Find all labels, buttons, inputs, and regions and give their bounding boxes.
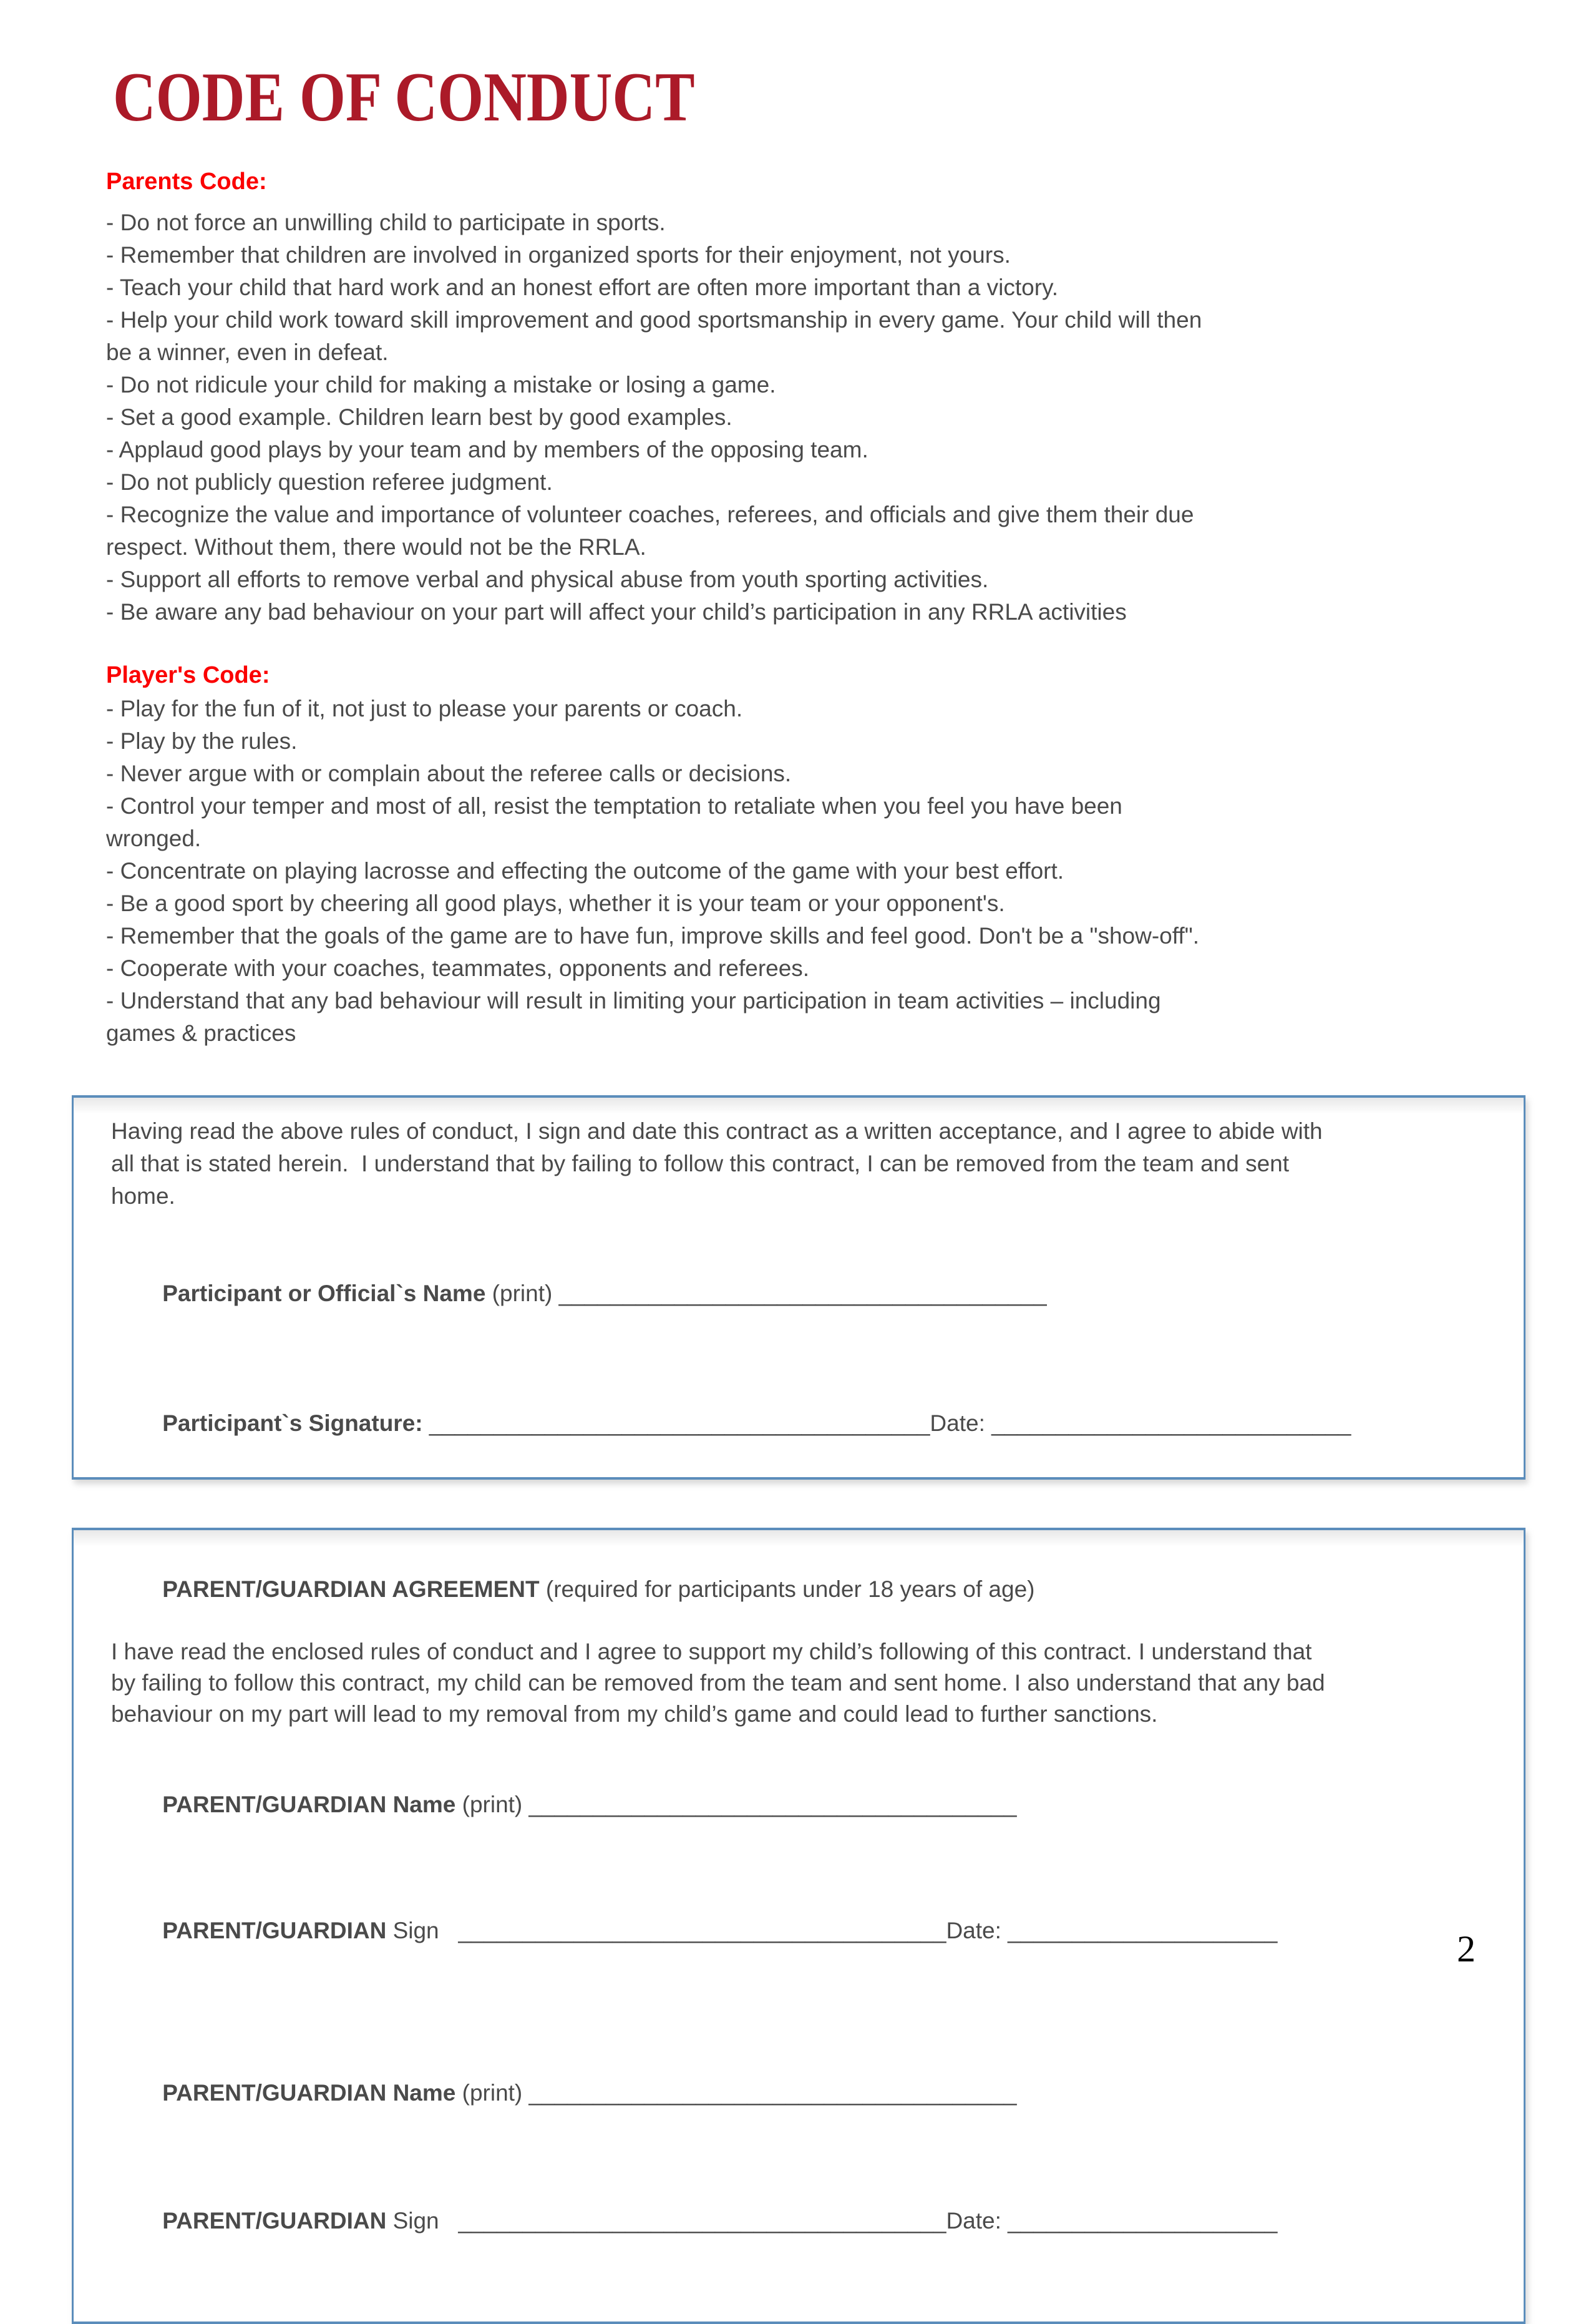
- text-line: behaviour on my part will lead to my removal from my child’s game and could lead to further sanctions.: [111, 1701, 1158, 1727]
- text-line: - Concentrate on playing lacrosse and effecting the outcome of the game with your best effort.: [106, 858, 1064, 884]
- text-line: - Remember that the goals of the game are to have fun, improve skills and feel good. Don't be a "show-off".: [106, 923, 1200, 949]
- text-line: respect. Without them, there would not be the RRLA.: [106, 534, 646, 560]
- guardian2-sign-word: Sign: [386, 2208, 459, 2234]
- text-line: - Be aware any bad behaviour on your part will affect your child’s participation in any RRLA activities: [106, 599, 1127, 625]
- guardian1-sign-line: [111, 1884, 1486, 1978]
- guardian2-date-label: Date:: [946, 2208, 1008, 2234]
- guardian2-name-label: PARENT/GUARDIAN Name: [162, 2080, 456, 2106]
- guardian2-sign-blank: ______________________________________: [458, 2208, 946, 2234]
- players-code-list: [106, 693, 1491, 1050]
- text-line: - Control your temper and most of all, resist the temptation to retaliate when you feel you have been: [106, 793, 1122, 819]
- text-line: - Never argue with or complain about the referee calls or decisions.: [106, 761, 792, 786]
- text-line: - Cooperate with your coaches, teammates, opponents and referees.: [106, 955, 810, 981]
- guardian-agreement-subtitle: (required for participants under 18 years of age): [539, 1576, 1035, 1602]
- parents-code-heading: Parents Code:: [106, 168, 267, 195]
- text-line: be a winner, even in defeat.: [106, 339, 389, 365]
- guardian1-sign-word: Sign: [386, 1918, 459, 1943]
- text-line: Having read the above rules of conduct, I sign and date this contract as a written acceptance, and I agree to abide with: [111, 1118, 1323, 1144]
- participant-name-blank: ______________________________________: [558, 1281, 1047, 1306]
- guardian2-name-blank: ______________________________________: [528, 2080, 1017, 2106]
- guardian1-date-label: Date:: [946, 1918, 1008, 1943]
- participant-name-print-hint: (print): [485, 1281, 559, 1306]
- participant-signature-blank: _______________________________________: [429, 1410, 930, 1436]
- guardian2-sign-label: PARENT/GUARDIAN: [162, 2208, 387, 2234]
- page-title: CODE OF CONDUCT: [113, 59, 695, 136]
- text-line: - Understand that any bad behaviour will result in limiting your participation in team activities – including: [106, 988, 1161, 1013]
- participant-date-blank: ____________________________: [991, 1410, 1351, 1436]
- text-line: - Teach your child that hard work and an honest effort are often more important than a victory.: [106, 275, 1059, 300]
- text-line: - Set a good example. Children learn best by good examples.: [106, 404, 732, 430]
- text-line: - Be a good sport by cheering all good plays, whether it is your team or your opponent's.: [106, 891, 1005, 916]
- text-line: - Support all efforts to remove verbal and physical abuse from youth sporting activities.: [106, 567, 989, 592]
- parents-code-list: [106, 207, 1491, 628]
- text-line: - Applaud good plays by your team and by members of the opposing team.: [106, 437, 868, 462]
- guardian1-name-label: PARENT/GUARDIAN Name: [162, 1792, 456, 1817]
- guardian2-date-blank: _____________________: [1008, 2208, 1278, 2234]
- guardian-agreement-title: PARENT/GUARDIAN AGREEMENT: [162, 1576, 540, 1602]
- guardian2-name-line: [111, 2046, 1486, 2140]
- text-line: all that is stated herein. I understand that by failing to follow this contract, I can be removed from the team and sent: [111, 1151, 1290, 1176]
- text-line: home.: [111, 1183, 175, 1209]
- participant-date-label: Date:: [930, 1410, 992, 1436]
- text-line: - Recognize the value and importance of volunteer coaches, referees, and officials and give them their due: [106, 502, 1194, 527]
- participant-agreement-paragraph: [111, 1115, 1486, 1213]
- players-code-heading: Player's Code:: [106, 662, 270, 688]
- guardian2-name-print-hint: (print): [455, 2080, 529, 2106]
- text-line: - Remember that children are involved in organized sports for their enjoyment, not yours.: [106, 242, 1011, 268]
- text-line: - Do not force an unwilling child to participate in sports.: [106, 210, 666, 235]
- text-line: by failing to follow this contract, my child can be removed from the team and sent home. I also understand that any bad: [111, 1670, 1325, 1696]
- text-line: wronged.: [106, 826, 202, 851]
- guardian2-sign-line: [111, 2174, 1486, 2268]
- guardian1-sign-label: PARENT/GUARDIAN: [162, 1918, 387, 1943]
- participant-name-label: Participant or Official`s Name: [162, 1281, 486, 1306]
- participant-signature-line: [111, 1375, 1486, 1472]
- text-line: - Do not publicly question referee judgment.: [106, 469, 553, 495]
- page-number: 2: [1457, 1928, 1476, 1970]
- text-line: - Help your child work toward skill improvement and good sportsmanship in every game. Your child will then: [106, 307, 1202, 333]
- participant-signature-label: Participant`s Signature:: [162, 1410, 423, 1436]
- guardian1-name-print-hint: (print): [455, 1792, 529, 1817]
- text-line: - Do not ridicule your child for making a mistake or losing a game.: [106, 372, 776, 398]
- participant-signature-gap: [423, 1410, 429, 1436]
- guardian1-date-blank: _____________________: [1008, 1918, 1278, 1943]
- text-line: - Play for the fun of it, not just to please your parents or coach.: [106, 696, 743, 721]
- guardian1-name-line: [111, 1758, 1486, 1852]
- guardian-agreement-paragraph: [111, 1636, 1486, 1730]
- text-line: - Play by the rules.: [106, 728, 298, 754]
- text-line: games & practices: [106, 1020, 296, 1046]
- guardian-agreement-heading: [111, 1543, 1486, 1636]
- text-line: I have read the enclosed rules of conduct and I agree to support my child’s following of this contract. I understand that: [111, 1639, 1312, 1664]
- guardian-agreement-box: [72, 1528, 1525, 2324]
- guardian1-sign-blank: ______________________________________: [458, 1918, 946, 1943]
- participant-name-line: [111, 1245, 1486, 1342]
- participant-agreement-box: [72, 1095, 1525, 1480]
- guardian1-name-blank: ______________________________________: [528, 1792, 1017, 1817]
